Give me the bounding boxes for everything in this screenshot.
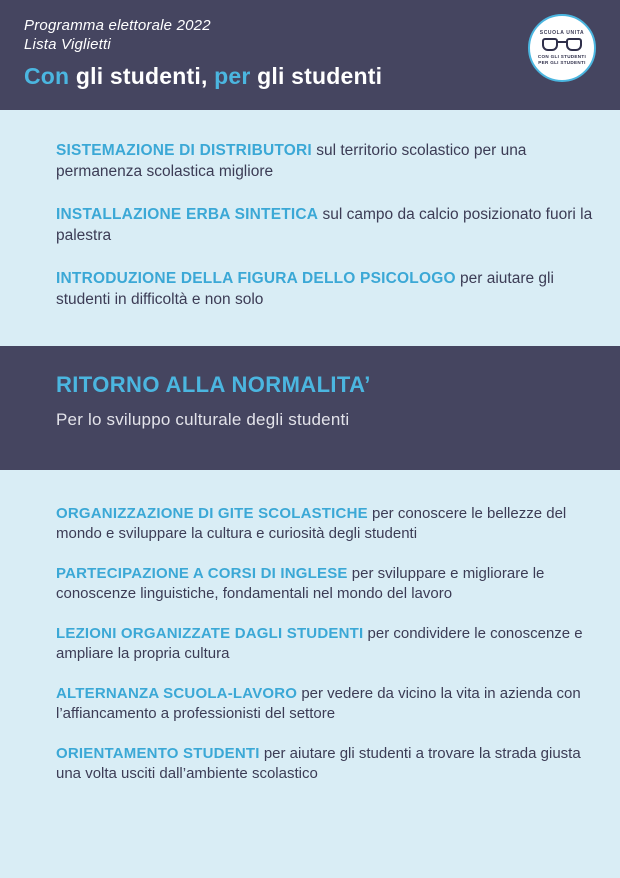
bullet-lead: ORGANIZZAZIONE DI GITE SCOLASTICHE xyxy=(56,505,368,522)
page-title xyxy=(24,63,596,90)
bullet-lead: INSTALLAZIONE ERBA SINTETICA xyxy=(56,206,319,223)
page-title-accent-1: Con xyxy=(24,63,70,89)
section-banner xyxy=(0,346,620,470)
banner-title: RITORNO ALLA NORMALITA’ xyxy=(56,372,371,397)
glasses-bridge xyxy=(558,41,566,43)
header-kicker xyxy=(24,16,596,54)
bullet-rest: per aiutare gli studenti a trovare la strada giusta una volta usciti dall’ambiente scolastico xyxy=(56,745,581,782)
bullet-lead: ORIENTAMENTO STUDENTI xyxy=(56,745,260,762)
bullet-lead: INTRODUZIONE DELLA FIGURA DELLO PSICOLOGO xyxy=(56,270,456,287)
glasses-icon xyxy=(542,38,582,51)
list-item xyxy=(56,140,594,182)
glasses-right-lens xyxy=(566,38,582,51)
list-item xyxy=(56,684,598,724)
section-one xyxy=(0,110,620,346)
bullet-rest: per conoscere le bellezze del mondo e sviluppare la cultura e curiosità degli studenti xyxy=(56,505,567,542)
header xyxy=(0,0,620,110)
logo-slogan-line1: CON GLI STUDENTI xyxy=(537,54,587,59)
header-kicker-line1: Programma elettorale 2022 xyxy=(24,17,211,34)
glasses-left-lens xyxy=(542,38,558,51)
page-title-part-4: gli studenti xyxy=(250,63,383,89)
school-logo xyxy=(528,14,596,82)
page-title-accent-2: per xyxy=(214,63,251,89)
page-title-part-2: gli studenti, xyxy=(69,63,215,89)
bullet-rest: per condividere le conoscenze e ampliare la propria cultura xyxy=(56,625,583,662)
list-item xyxy=(56,504,598,544)
section-two xyxy=(0,470,620,878)
banner-subtitle: Per lo sviluppo culturale degli studenti xyxy=(56,410,350,429)
bullet-rest: sul territorio scolastico per una permanenza scolastica migliore xyxy=(56,142,527,180)
bullet-rest: per sviluppare e migliorare le conoscenze linguistiche, fondamentali nel mondo del lavoro xyxy=(56,565,545,602)
bullet-lead: SISTEMAZIONE DI DISTRIBUTORI xyxy=(56,142,312,159)
bullet-rest: sul campo da calcio posizionato fuori la palestra xyxy=(56,206,593,244)
logo-top-text: SCUOLA UNITA xyxy=(539,30,585,36)
bullet-rest: per vedere da vicino la vita in azienda con l’affiancamento a professionisti del settore xyxy=(56,685,581,722)
logo-slogan xyxy=(538,54,586,66)
list-item xyxy=(56,624,598,664)
list-item xyxy=(56,744,598,784)
list-item xyxy=(56,204,594,246)
bullet-lead: ALTERNANZA SCUOLA-LAVORO xyxy=(56,685,298,702)
header-kicker-line2: Lista Viglietti xyxy=(24,36,111,53)
logo-slogan-line2: PER GLI STUDENTI xyxy=(538,60,586,65)
bullet-lead: LEZIONI ORGANIZZATE DAGLI STUDENTI xyxy=(56,625,364,642)
bullet-lead: PARTECIPAZIONE A CORSI DI INGLESE xyxy=(56,565,348,582)
bullet-rest: per aiutare gli studenti in difficoltà e non solo xyxy=(56,270,554,308)
list-item xyxy=(56,564,598,604)
list-item xyxy=(56,268,594,310)
